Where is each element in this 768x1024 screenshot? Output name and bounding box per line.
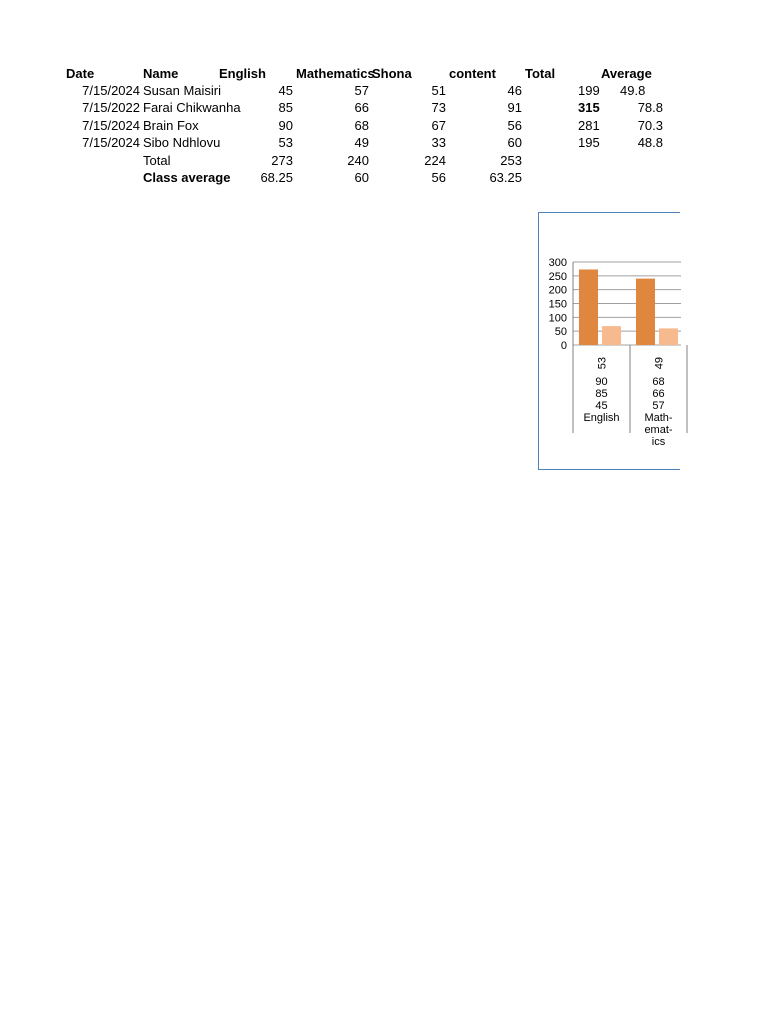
cell-total[interactable]: 199 xyxy=(578,83,600,98)
chart-canvas xyxy=(539,213,681,471)
total-label[interactable]: Total xyxy=(143,153,171,168)
bar-class-average xyxy=(602,326,621,345)
cell-average[interactable]: 49.8 xyxy=(620,83,646,98)
cell-name[interactable]: Susan Maisiri xyxy=(143,83,222,98)
cell-total[interactable]: 315 xyxy=(578,100,600,115)
bar-chart[interactable] xyxy=(538,212,680,470)
category-label-line: 57 xyxy=(652,400,665,412)
class-average-shona[interactable]: 56 xyxy=(431,170,446,185)
cell-content[interactable]: 56 xyxy=(507,118,522,133)
cell-date[interactable]: 7/15/2024 xyxy=(82,83,140,98)
category-label-line: Math- xyxy=(644,412,673,424)
cell-shona[interactable]: 67 xyxy=(431,118,446,133)
class-average-english[interactable]: 68.25 xyxy=(260,170,293,185)
category-label-line: English xyxy=(583,412,620,424)
total-mathematics[interactable]: 240 xyxy=(347,153,369,168)
cell-shona[interactable]: 73 xyxy=(431,100,446,115)
cell-english[interactable]: 45 xyxy=(278,83,293,98)
cell-mathematics[interactable]: 57 xyxy=(354,83,369,98)
category-label-line: 85 xyxy=(595,388,608,400)
y-tick-label: 100 xyxy=(548,312,567,325)
category-label-line: 66 xyxy=(652,388,665,400)
category-label-line: ics xyxy=(651,436,666,448)
class-average-mathematics[interactable]: 60 xyxy=(354,170,369,185)
cell-name[interactable]: Farai Chikwanha xyxy=(143,100,241,115)
category-label-line: emat- xyxy=(644,424,673,436)
total-english[interactable]: 273 xyxy=(271,153,293,168)
header-name[interactable]: Name xyxy=(143,66,179,81)
y-tick-label: 150 xyxy=(548,298,567,311)
total-shona[interactable]: 224 xyxy=(424,153,446,168)
y-tick-label: 0 xyxy=(560,340,567,352)
cell-content[interactable]: 46 xyxy=(507,83,522,98)
category-label-line: 90 xyxy=(595,376,608,388)
cell-mathematics[interactable]: 66 xyxy=(354,100,369,115)
cell-content[interactable]: 91 xyxy=(507,100,522,115)
class-average-label[interactable]: Class average xyxy=(143,170,231,185)
bar-total xyxy=(579,269,598,345)
category-label-line: 68 xyxy=(652,376,665,388)
header-english[interactable]: English xyxy=(219,66,266,81)
cell-english[interactable]: 53 xyxy=(278,135,293,150)
header-date[interactable]: Date xyxy=(66,66,95,81)
header-total[interactable]: Total xyxy=(525,66,556,81)
bar-class-average xyxy=(659,328,678,345)
cell-mathematics[interactable]: 68 xyxy=(354,118,369,133)
y-tick-label: 50 xyxy=(554,326,567,339)
cell-mathematics[interactable]: 49 xyxy=(354,135,369,150)
cell-name[interactable]: Brain Fox xyxy=(143,118,199,133)
cell-average[interactable]: 78.8 xyxy=(637,100,663,115)
cell-date[interactable]: 7/15/2024 xyxy=(82,135,140,150)
cell-english[interactable]: 85 xyxy=(278,100,293,115)
cell-name[interactable]: Sibo Ndhlovu xyxy=(143,135,221,150)
y-tick-label: 200 xyxy=(548,284,567,297)
header-mathematics[interactable]: Mathematics xyxy=(296,66,375,81)
cell-date[interactable]: 7/15/2024 xyxy=(82,118,140,133)
category-label-line: 45 xyxy=(595,400,608,412)
header-shona[interactable]: Shona xyxy=(372,66,412,81)
y-tick-label: 250 xyxy=(548,270,567,283)
cell-shona[interactable]: 51 xyxy=(431,83,446,98)
bar-total xyxy=(636,279,655,345)
y-tick-label: 300 xyxy=(548,257,567,269)
category-rotated-label: 53 xyxy=(596,357,609,370)
cell-total[interactable]: 281 xyxy=(578,118,600,133)
cell-content[interactable]: 60 xyxy=(507,135,522,150)
header-content[interactable]: content xyxy=(449,66,496,81)
total-content[interactable]: 253 xyxy=(500,153,522,168)
class-average-content[interactable]: 63.25 xyxy=(489,170,522,185)
header-average[interactable]: Average xyxy=(601,66,652,81)
cell-average[interactable]: 70.3 xyxy=(637,118,663,133)
cell-average[interactable]: 48.8 xyxy=(637,135,663,150)
cell-english[interactable]: 90 xyxy=(278,118,293,133)
category-rotated-label: 49 xyxy=(653,357,666,370)
cell-date[interactable]: 7/15/2022 xyxy=(82,100,140,115)
cell-shona[interactable]: 33 xyxy=(431,135,446,150)
cell-total[interactable]: 195 xyxy=(578,135,600,150)
